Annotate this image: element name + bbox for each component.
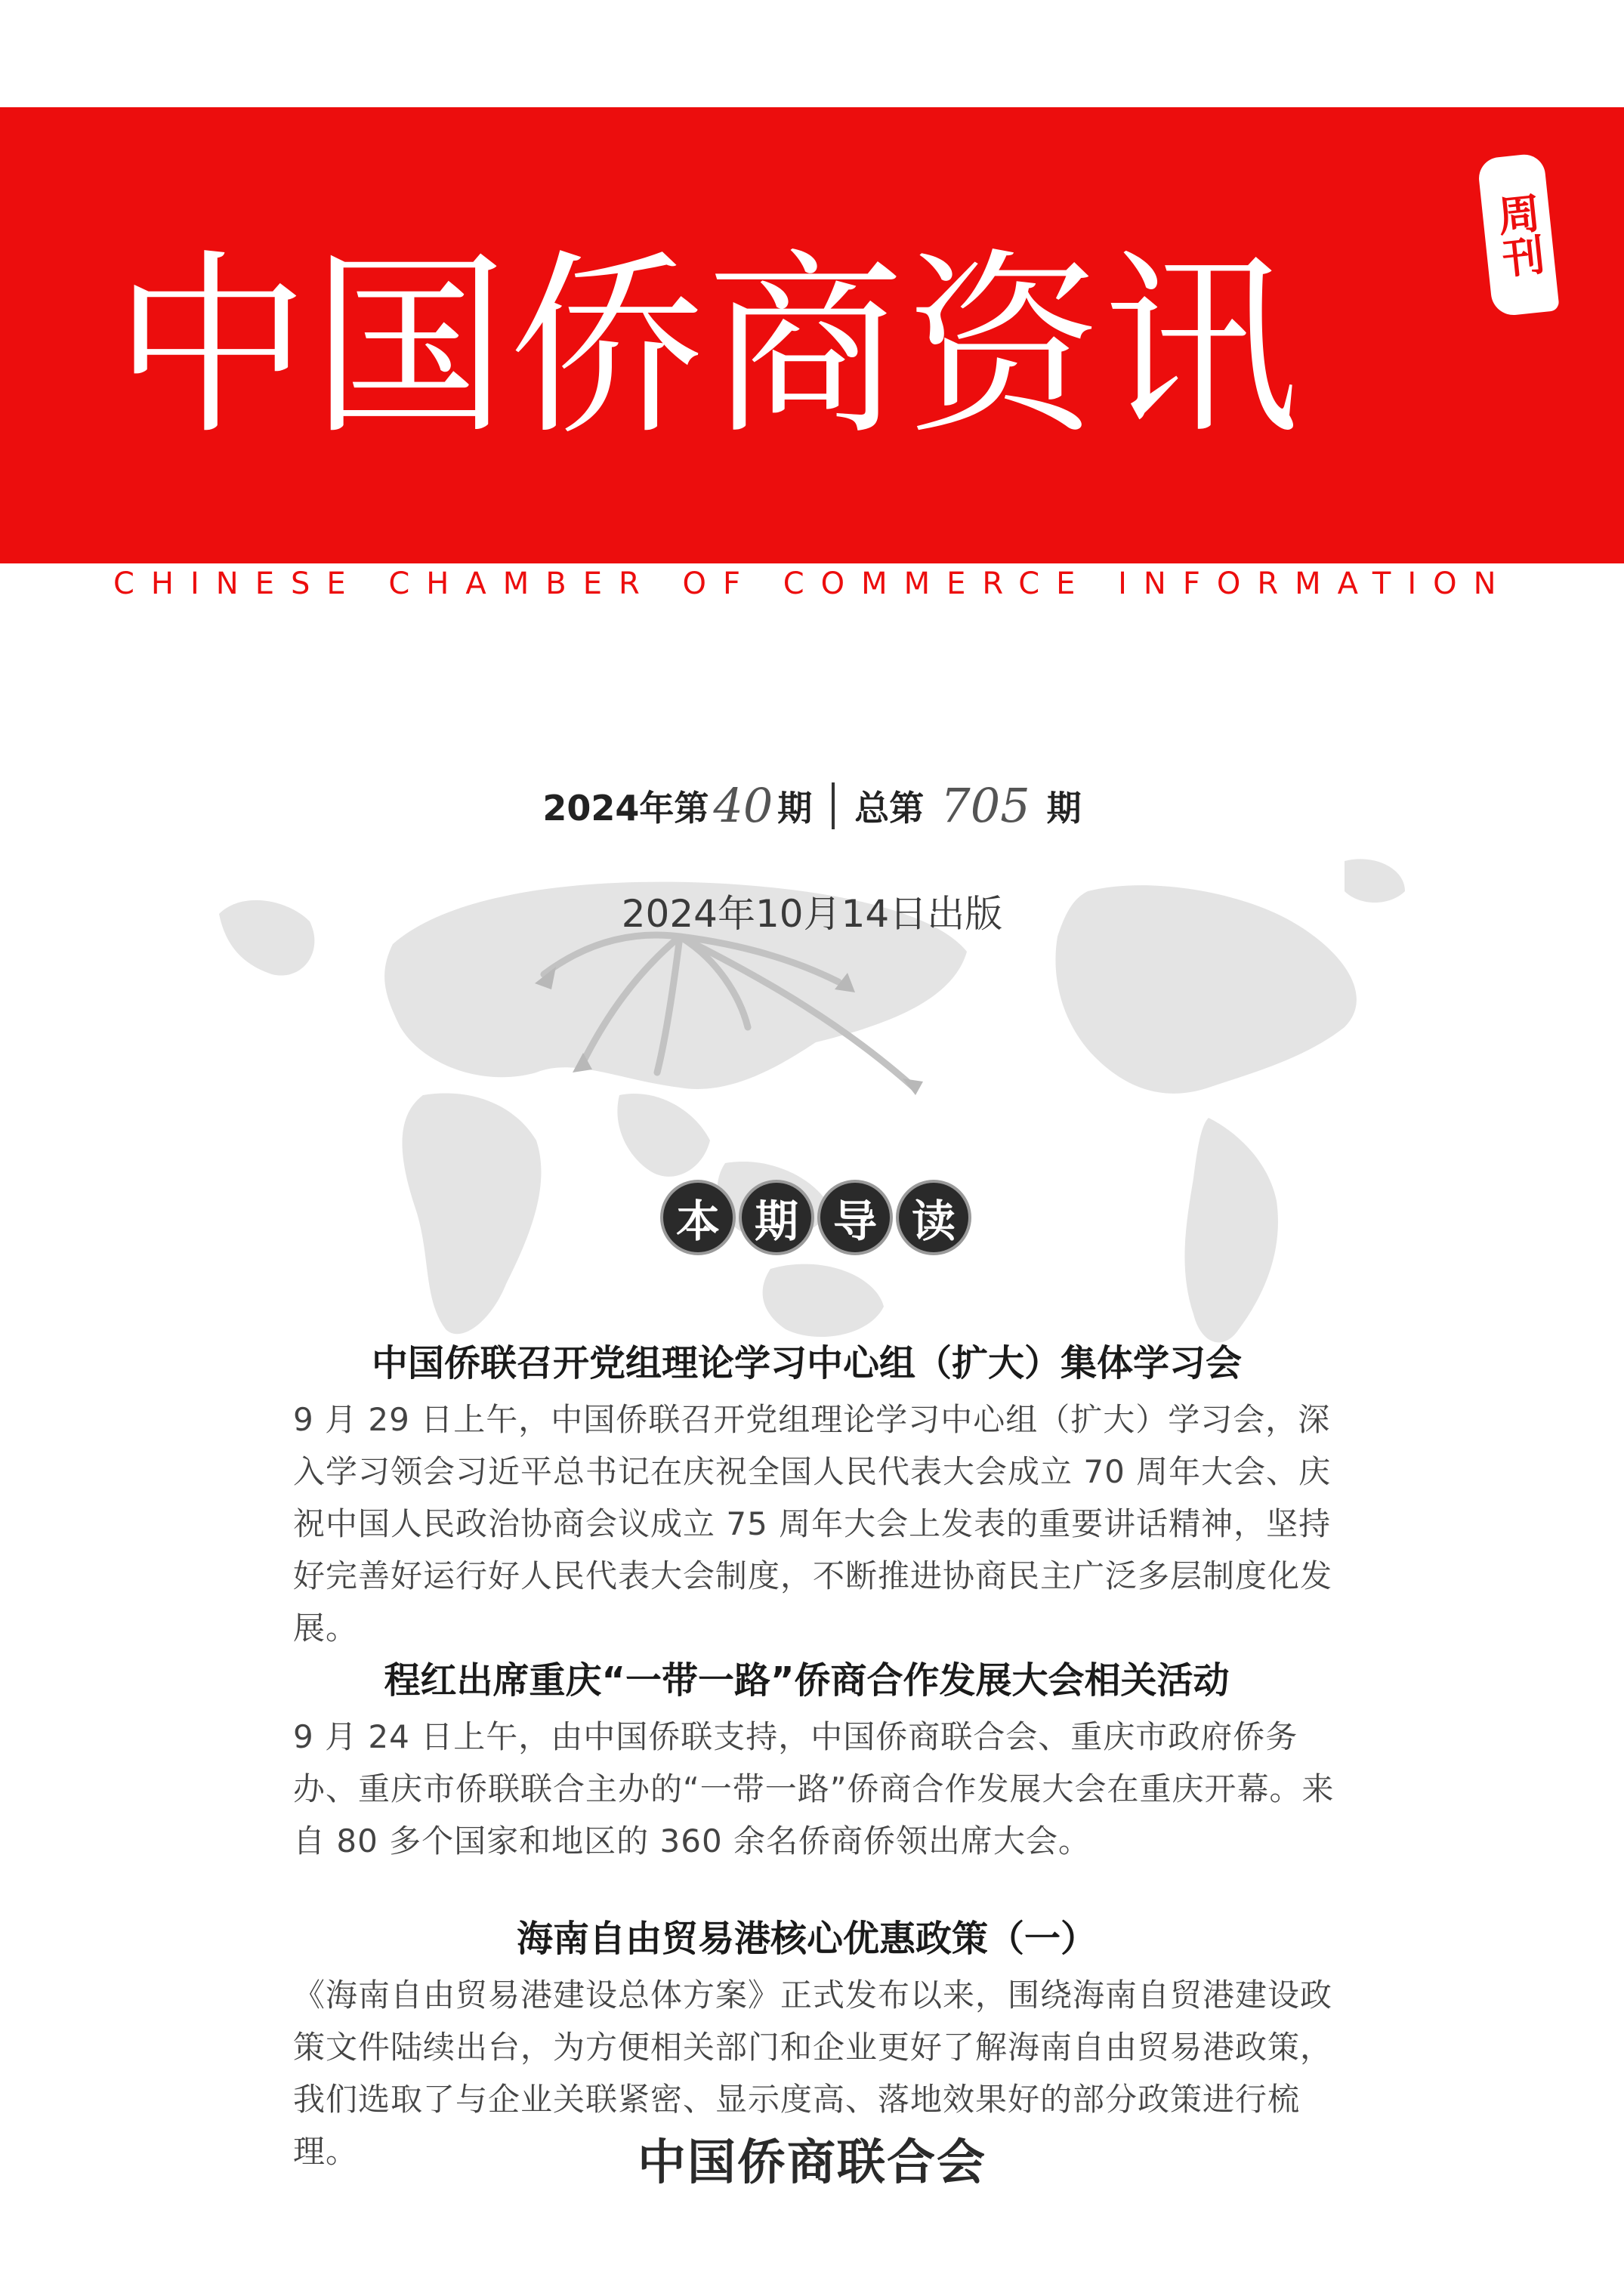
guide-char: 期 — [742, 1183, 811, 1252]
article-summary — [293, 1334, 1351, 1654]
issue-number: 40 — [713, 778, 773, 833]
article-body: 9 月 29 日上午，中国侨联召开党组理论学习中心组（扩大）学习会，深入学习领会习近平总书记在庆祝全国人民代表大会成立 70 周年大会、庆祝中国人民政治协商会议成立 75 周年大会上发表的重要讲话精神，坚持好完善好运行好人民代表大会制度，不断推进协商民主广泛多层制度化发展。 — [293, 1401, 1333, 1646]
guide-char: 读 — [899, 1183, 968, 1252]
weekly-seal-text: 周刊 — [1489, 190, 1548, 280]
issue-guide-badge — [663, 1183, 968, 1252]
total-number: 705 — [940, 778, 1030, 833]
guide-char: 本 — [663, 1183, 733, 1252]
issue-line — [0, 778, 1624, 833]
issue-year-prefix: 2024年第 — [542, 787, 709, 829]
english-subtitle: CHINESE CHAMBER OF COMMERCE INFORMATION — [113, 566, 1513, 601]
article-title[interactable]: 海南自由贸易港核心优惠政策（一） — [516, 1918, 1097, 1960]
total-suffix: 期 — [1046, 787, 1082, 829]
publish-date: 2024年10月14日出版 — [621, 892, 1003, 936]
publisher-name: 中国侨商联合会 — [638, 2135, 986, 2191]
article-body: 《海南自由贸易港建设总体方案》正式发布以来，围绕海南自贸港建设政策文件陆续出台，为方便相关部门和企业更好了解海南自由贸易港政策，我们选取了与企业关联紧密、显示度高、落地效果好的部分政策进行梳理。 — [293, 1977, 1333, 2170]
issue-suffix: 期 — [777, 787, 813, 829]
article-title[interactable]: 程红出席重庆“一带一路”侨商合作发展大会相关活动 — [384, 1659, 1230, 1702]
guide-char: 导 — [820, 1183, 890, 1252]
total-prefix: 总第 — [854, 787, 925, 829]
article-summary — [293, 1651, 1351, 1867]
masthead-title: 中国侨商资讯 — [113, 233, 1301, 461]
article-title[interactable]: 中国侨联召开党组理论学习中心组（扩大）集体学习会 — [371, 1342, 1242, 1384]
article-body: 9 月 24 日上午，由中国侨联支持，中国侨商联合会、重庆市政府侨务办、重庆市侨联联合主办的“一带一路”侨商合作发展大会在重庆开幕。来自 80 多个国家和地区的 360 余名侨商侨领出席大会。 — [293, 1718, 1335, 1859]
issue-divider — [832, 782, 835, 829]
